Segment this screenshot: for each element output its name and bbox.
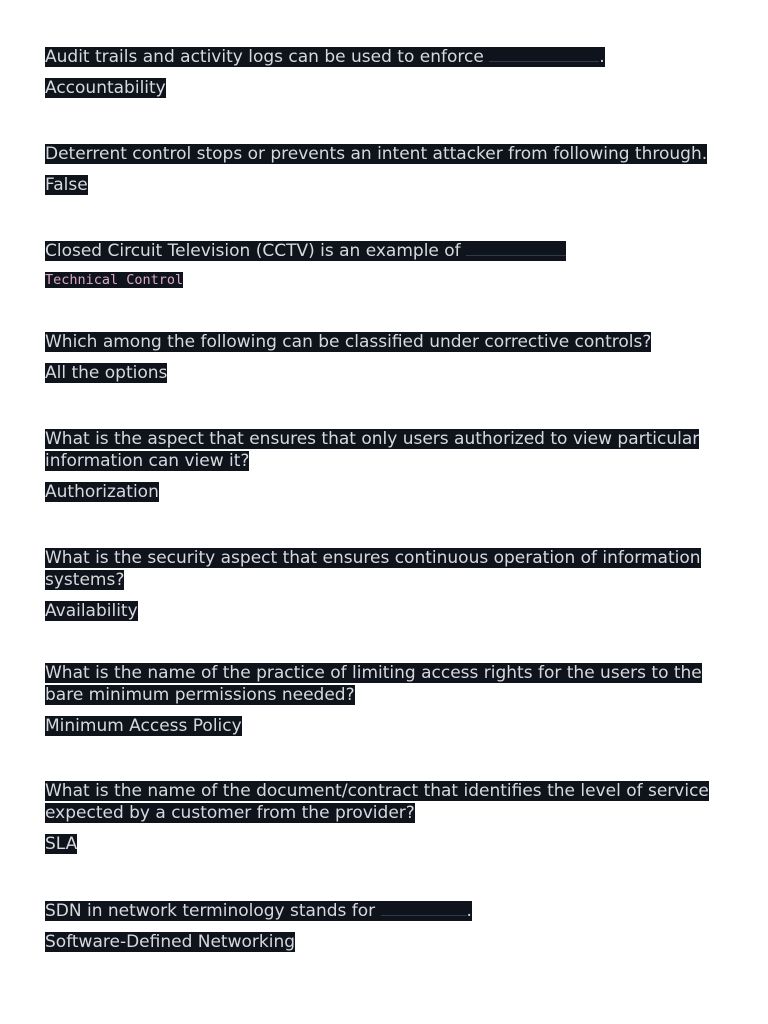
answer-text: False: [45, 175, 88, 195]
question-suffix: .: [466, 901, 472, 921]
answer-text: Accountability: [45, 78, 166, 98]
qa-item: [45, 780, 715, 855]
qa-item: [45, 143, 715, 196]
qa-item: [45, 331, 715, 384]
question-text: Which among the following can be classified under corrective controls?: [45, 332, 652, 352]
answer: [45, 715, 715, 737]
question: [45, 240, 715, 262]
fill-in-blank: [466, 241, 566, 256]
fill-in-blank: [489, 47, 599, 62]
answer: [45, 174, 715, 196]
fill-in-blank: [381, 901, 467, 916]
qa-item: [45, 900, 715, 953]
question: [45, 662, 715, 706]
qa-item: [45, 662, 715, 737]
question: [45, 331, 715, 353]
question: [45, 428, 715, 472]
answer: [45, 481, 715, 503]
answer-text: Minimum Access Policy: [45, 716, 242, 736]
question-text: Closed Circuit Television (CCTV) is an example of: [45, 241, 467, 261]
question: [45, 780, 715, 824]
qa-item: [45, 46, 715, 99]
answer-code-text: Technical Control: [45, 272, 184, 288]
answer-text: SLA: [45, 834, 78, 854]
question: [45, 46, 715, 68]
answer-text: Authorization: [45, 482, 159, 502]
question: [45, 143, 715, 165]
question: [45, 547, 715, 591]
qa-item: [45, 428, 715, 503]
question: [45, 900, 715, 922]
qa-item: [45, 547, 715, 622]
question-text: Audit trails and activity logs can be used to enforce: [45, 47, 490, 67]
question-suffix: .: [599, 47, 605, 67]
question-text: What is the name of the document/contract that identifies the level of service expected by a customer from the provider?: [45, 781, 709, 823]
question-text: What is the security aspect that ensures continuous operation of information systems?: [45, 548, 701, 590]
answer-text: Availability: [45, 601, 138, 621]
answer: [45, 362, 715, 384]
question-text: SDN in network terminology stands for: [45, 901, 381, 921]
answer-text: Software-Defined Networking: [45, 932, 296, 952]
answer: [45, 931, 715, 953]
answer: [45, 77, 715, 99]
answer: [45, 833, 715, 855]
answer: [45, 269, 715, 290]
answer: [45, 600, 715, 622]
question-text: Deterrent control stops or prevents an intent attacker from following through.: [45, 144, 708, 164]
qa-item: [45, 240, 715, 290]
answer-text: All the options: [45, 363, 168, 383]
question-text: What is the aspect that ensures that only users authorized to view particular information can view it?: [45, 429, 700, 471]
question-text: What is the name of the practice of limiting access rights for the users to the bare minimum permissions needed?: [45, 663, 702, 705]
